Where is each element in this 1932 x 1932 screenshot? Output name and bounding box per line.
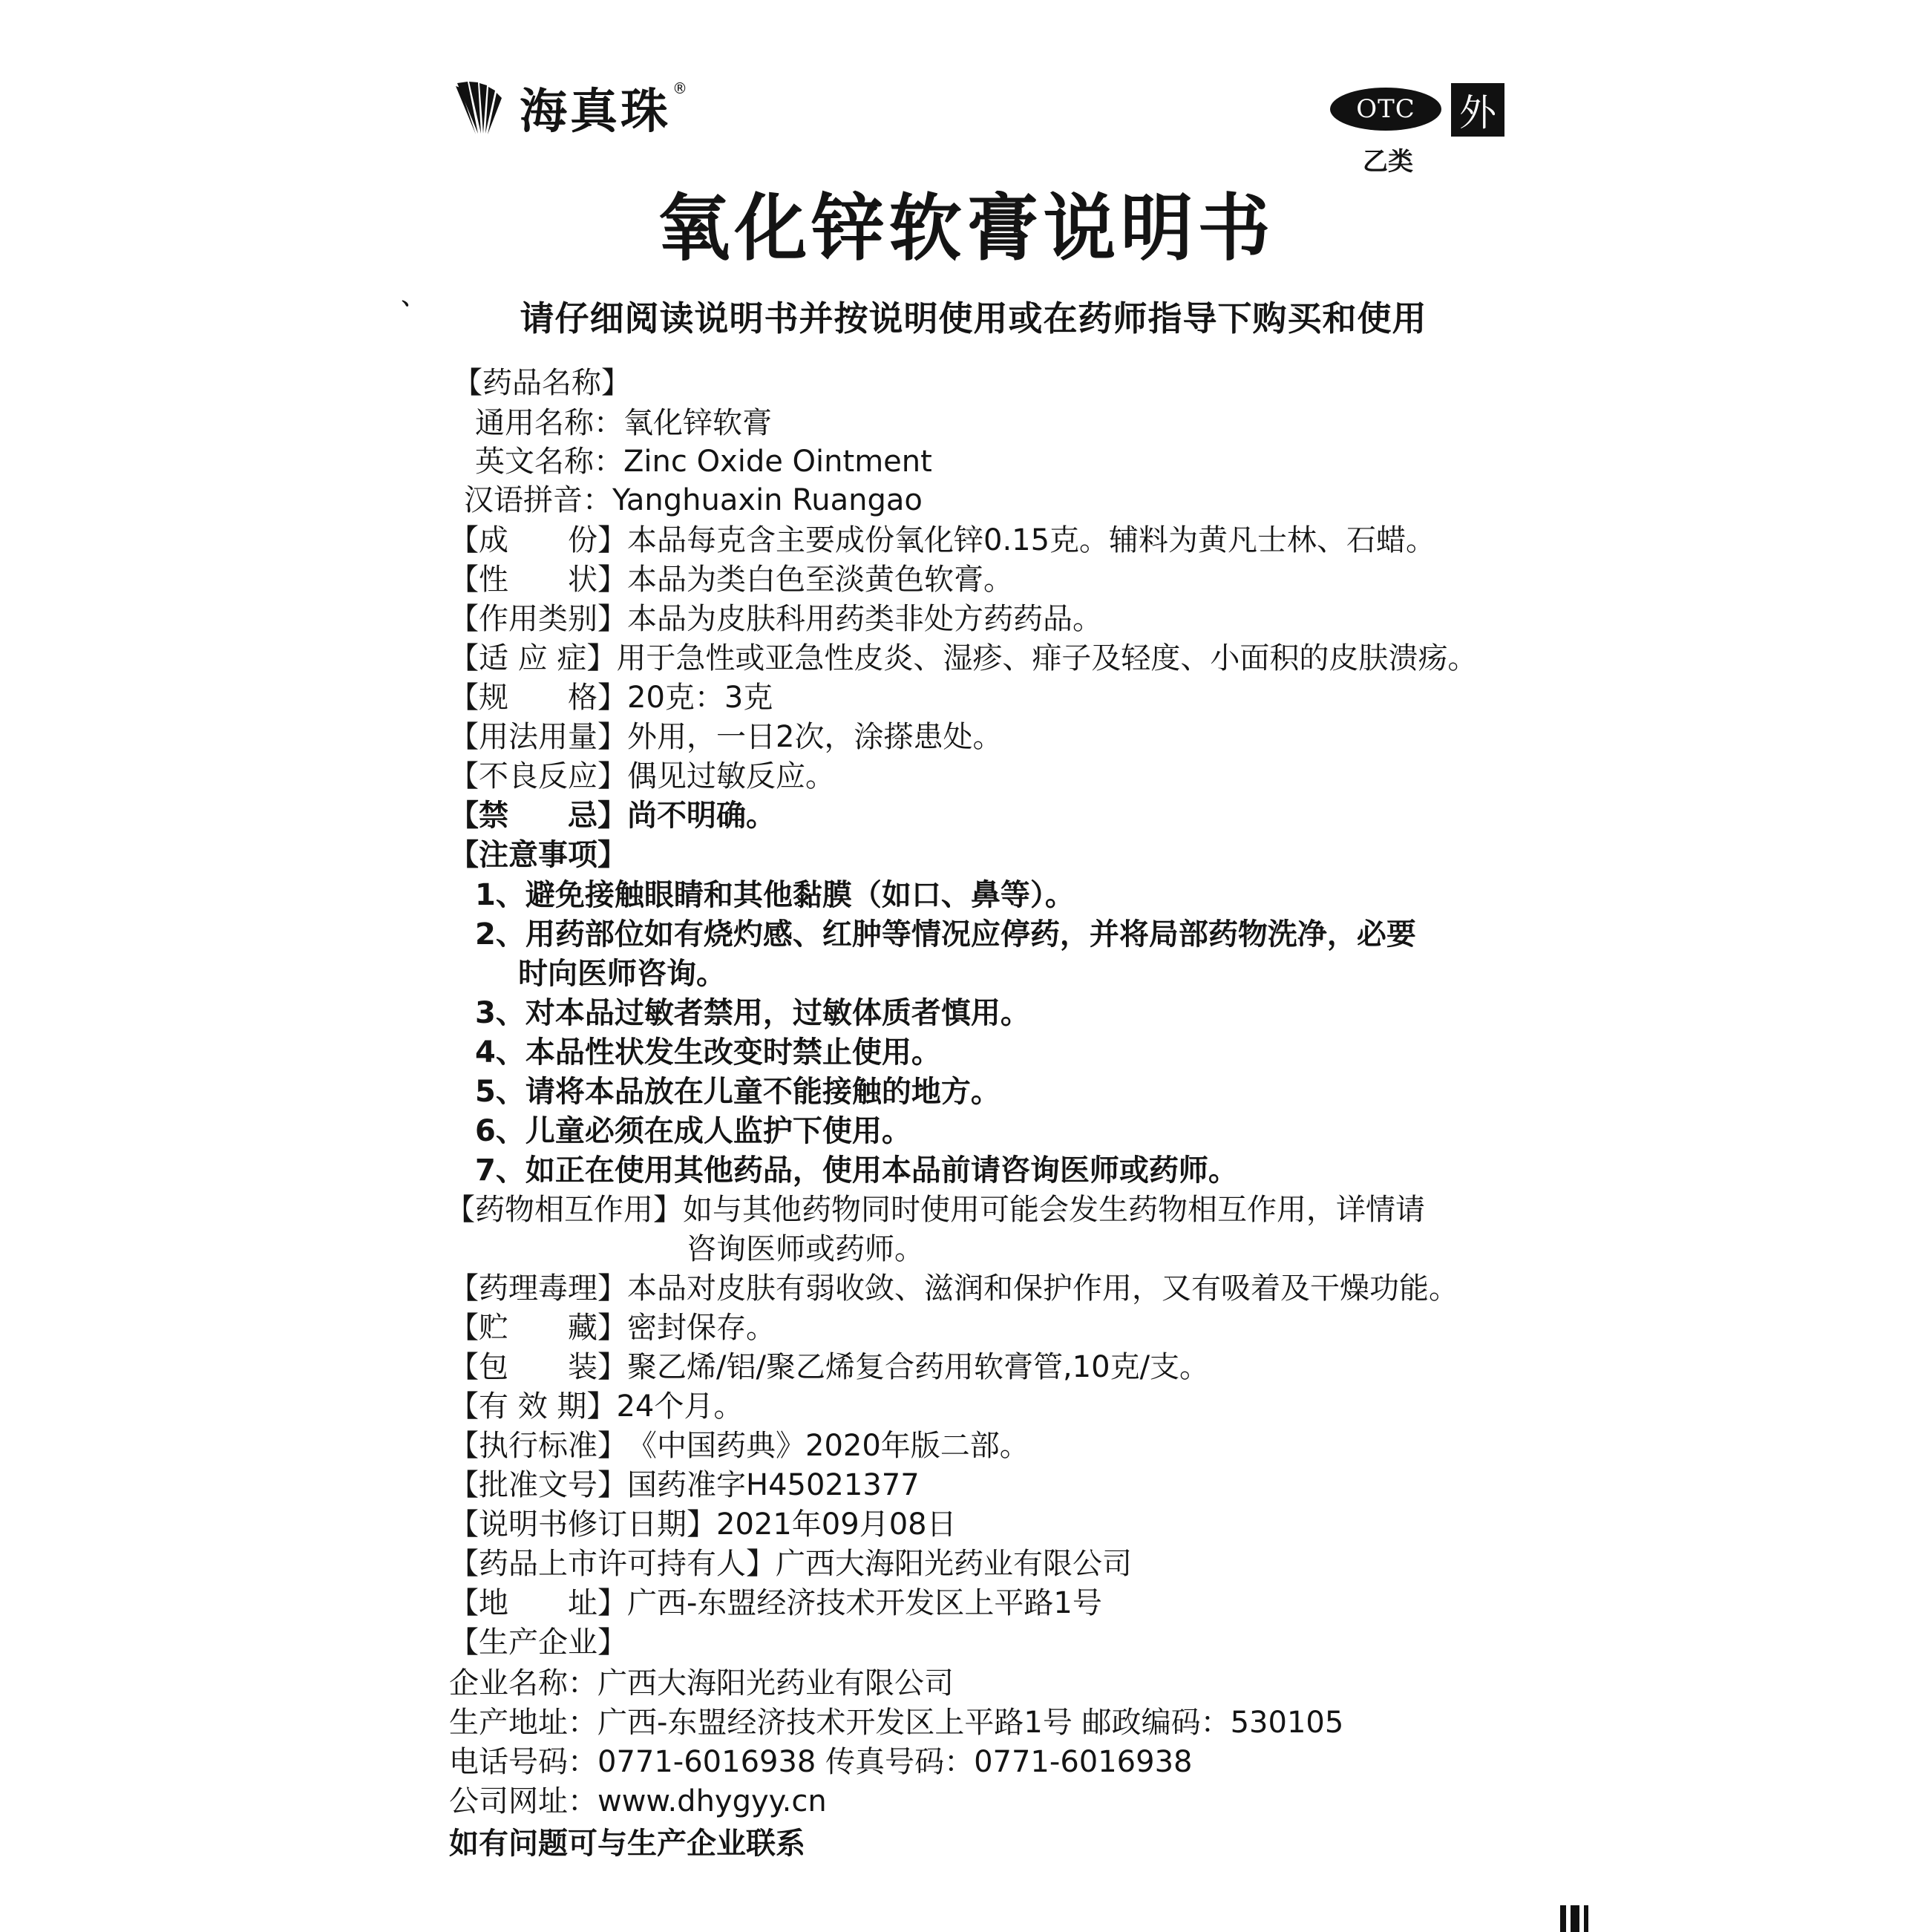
- holder-text: 广西大海阳光药业有限公司: [776, 1547, 1132, 1581]
- pharmacology-label: 【药理毒理】: [449, 1271, 627, 1306]
- revision-label: 【说明书修订日期】: [449, 1507, 716, 1542]
- package-text: 聚乙烯/铝/聚乙烯复合药用软膏管,10克/支。: [627, 1350, 1210, 1384]
- generic-name: 通用名称：氧化锌软膏: [475, 406, 772, 440]
- adverse-text: 偶见过敏反应。: [627, 759, 835, 793]
- document-title: 氧化锌软膏说明书: [657, 186, 1275, 271]
- revision-section: [449, 1505, 957, 1544]
- dosage-section: [449, 718, 1002, 756]
- address-label: 【地 址】: [449, 1586, 627, 1620]
- ingredients-label: 【成 份】: [449, 523, 627, 557]
- english-name: 英文名称：Zinc Oxide Ointment: [475, 445, 932, 479]
- adverse-label: 【不良反应】: [449, 759, 627, 793]
- validity-label: 【有 效 期】: [449, 1389, 617, 1424]
- description-label: 【性 状】: [449, 563, 627, 597]
- standard-section: [449, 1427, 1029, 1465]
- standard-text: 《中国药典》2020年版二部。: [627, 1429, 1029, 1463]
- category-text: 本品为皮肤科用药类非处方药药品。: [627, 602, 1102, 636]
- pinyin-name: 汉语拼音：Yanghuaxin Ruangao: [464, 483, 923, 517]
- contraindications-text: 尚不明确。: [627, 799, 776, 833]
- precaution-item: 1、避免接触眼睛和其他黏膜（如口、鼻等）。: [475, 878, 1075, 912]
- precaution-item: 6、儿童必须在成人监护下使用。: [475, 1114, 911, 1148]
- registered-mark: ®: [672, 79, 687, 97]
- pharmacology-text: 本品对皮肤有弱收敛、滋润和保护作用，又有吸着及干燥功能。: [627, 1271, 1458, 1306]
- interactions-text-continued: 咨询医师或药师。: [687, 1232, 924, 1266]
- precaution-item: 4、本品性状发生改变时禁止使用。: [475, 1035, 941, 1070]
- approval-text: 国药准字H45021377: [627, 1468, 920, 1502]
- external-use-badge: 外: [1451, 83, 1504, 137]
- approval-label: 【批准文号】: [449, 1468, 627, 1502]
- revision-text: 2021年09月08日: [716, 1507, 957, 1542]
- storage-text: 密封保存。: [627, 1311, 776, 1345]
- interactions-label: 【药物相互作用】: [445, 1193, 683, 1227]
- corner-print-mark: [1560, 1905, 1605, 1932]
- otc-class-label: 乙类: [1363, 147, 1413, 177]
- stray-mark: 、: [402, 284, 424, 310]
- category-section: [449, 600, 1102, 638]
- manufacturer-header: 【生产企业】: [449, 1625, 627, 1660]
- interactions-section: [445, 1191, 1425, 1229]
- address-section: [449, 1584, 1102, 1622]
- indications-label: 【适 应 症】: [449, 641, 617, 675]
- category-label: 【作用类别】: [449, 602, 627, 636]
- indications-section: [449, 639, 1477, 678]
- storage-section: [449, 1309, 776, 1347]
- description-section: [449, 560, 1013, 599]
- contraindications-section: [449, 796, 776, 835]
- dosage-text: 外用，一日2次，涂搽患处。: [627, 720, 1003, 754]
- otc-badge: OTC: [1330, 88, 1441, 131]
- precautions-header: 【注意事项】: [449, 838, 627, 872]
- ingredients-text: 本品每克含主要成份氧化锌0.15克。辅料为黄凡士林、石蜡。: [627, 523, 1436, 557]
- pharmacology-section: [449, 1269, 1458, 1308]
- shell-logo-icon: [453, 79, 506, 137]
- holder-label: 【药品上市许可持有人】: [449, 1547, 776, 1581]
- package-label: 【包 装】: [449, 1350, 627, 1384]
- holder-section: [449, 1545, 1132, 1583]
- approval-section: [449, 1466, 920, 1504]
- specification-section: [449, 678, 773, 717]
- contraindications-label: 【禁 忌】: [449, 799, 627, 833]
- validity-text: 24个月。: [616, 1389, 744, 1424]
- description-text: 本品为类白色至淡黄色软膏。: [627, 563, 1013, 597]
- manufacturer-phone: 电话号码：0771-6016938 传真号码：0771-6016938: [449, 1745, 1193, 1779]
- brand-logo: [453, 74, 687, 141]
- footer-note: 如有问题可与生产企业联系: [449, 1827, 805, 1861]
- precaution-item: 3、对本品过敏者禁用，过敏体质者慎用。: [475, 996, 1030, 1030]
- standard-label: 【执行标准】: [449, 1429, 627, 1463]
- precaution-item-continued: 时向医师咨询。: [518, 957, 726, 991]
- specification-label: 【规 格】: [449, 681, 627, 715]
- precaution-item: 2、用药部位如有烧灼感、红肿等情况应停药，并将局部药物洗净，必要: [475, 917, 1416, 952]
- manufacturer-name: 企业名称：广西大海阳光药业有限公司: [449, 1666, 954, 1700]
- manufacturer-address: 生产地址：广西-东盟经济技术开发区上平路1号 邮政编码：530105: [449, 1706, 1344, 1740]
- specification-text: 20克：3克: [627, 681, 773, 715]
- storage-label: 【贮 藏】: [449, 1311, 627, 1345]
- brand-name: 海真珠: [520, 84, 671, 140]
- indications-text: 用于急性或亚急性皮炎、湿疹、痱子及轻度、小面积的皮肤溃疡。: [616, 641, 1478, 675]
- document-subtitle: 请仔细阅读说明书并按说明使用或在药师指导下购买和使用: [520, 298, 1427, 338]
- manufacturer-website: 公司网址：www.dhygyy.cn: [449, 1784, 827, 1818]
- adverse-section: [449, 757, 835, 796]
- address-text: 广西-东盟经济技术开发区上平路1号: [627, 1586, 1102, 1620]
- precaution-item: 7、如正在使用其他药品，使用本品前请咨询医师或药师。: [475, 1153, 1238, 1188]
- validity-section: [449, 1387, 743, 1426]
- package-section: [449, 1348, 1209, 1386]
- precaution-item: 5、请将本品放在儿童不能接触的地方。: [475, 1075, 1001, 1109]
- interactions-text: 如与其他药物同时使用可能会发生药物相互作用，详情请: [683, 1193, 1425, 1227]
- drug-name-header: 【药品名称】: [453, 366, 631, 400]
- ingredients-section: [449, 521, 1435, 560]
- dosage-label: 【用法用量】: [449, 720, 627, 754]
